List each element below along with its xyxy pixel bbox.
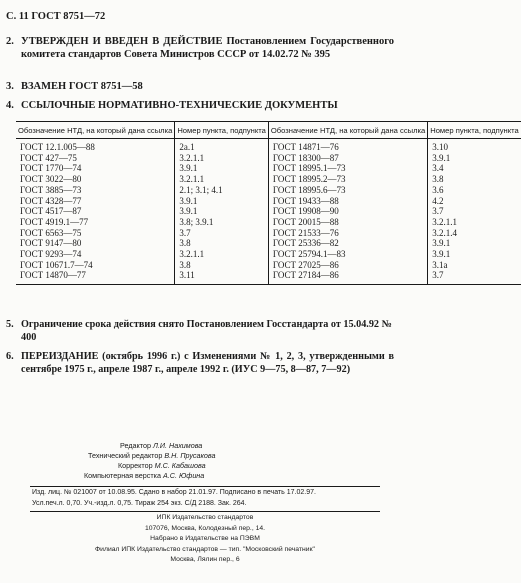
column-header-doc: Обозначение НТД, на который дана ссылка	[268, 122, 427, 139]
publisher-block	[30, 513, 380, 566]
table-row	[16, 163, 521, 174]
page-header: С. 11 ГОСТ 8751—72	[6, 11, 106, 22]
item-cell: 2а.1	[175, 139, 269, 153]
doc-cell: ГОСТ 18995.1—73	[268, 163, 427, 174]
section-number: 2.	[6, 36, 14, 47]
doc-cell: ГОСТ 9293—74	[20, 249, 82, 260]
publisher-line: Филиал ИПК Издательство стандартов — тип. "Московский печатник"	[95, 545, 315, 553]
license-line: Усл.печ.л. 0,70. Уч.-изд.л. 0,75. Тираж 254 экз. С/Д 2188. Зак. 264.	[32, 499, 247, 507]
item-cell: 3.8; 3.9.1	[175, 217, 269, 228]
publisher-line: Москва, Лялин пер., 6	[170, 556, 240, 564]
doc-cell: ГОСТ 18995.6—73	[268, 185, 427, 196]
license-line: Изд. лиц. № 021007 от 10.08.95. Сдано в набор 21.01.97. Подписано в печать 17.02.97.	[32, 489, 316, 496]
table-row	[16, 174, 521, 185]
section-4	[6, 100, 394, 114]
item-cell: 3.9.1	[428, 249, 521, 260]
section-5	[6, 319, 394, 347]
publisher-line: ИПК Издательство стандартов	[156, 514, 254, 521]
item-cell: 3.2.1.1	[428, 217, 521, 228]
section-number: 6.	[6, 351, 14, 362]
doc-cell: ГОСТ 4919.1—77	[20, 216, 89, 227]
doc-cell: ГОСТ 4328—77	[20, 195, 82, 206]
table-body	[16, 139, 521, 285]
section-text: Ограничение срока действия снято Постановлением Госстандарта от 15.04.92 № 400	[21, 319, 392, 343]
table-row	[16, 228, 521, 239]
divider	[30, 511, 380, 512]
item-cell: 3.9.1	[175, 163, 269, 174]
table-row	[16, 260, 521, 271]
item-cell: 3.2.1.1	[175, 153, 269, 164]
section-text: ССЫЛОЧНЫЕ НОРМАТИВНО-ТЕХНИЧЕСКИЕ ДОКУМЕНТЫ	[21, 100, 338, 111]
item-cell: 3.9.1	[428, 238, 521, 249]
item-cell: 3.2.1.4	[428, 228, 521, 239]
doc-cell: ГОСТ 3885—73	[20, 184, 82, 195]
publisher-line: 107076, Москва, Колодезный пер., 14.	[144, 524, 266, 532]
references-table	[16, 121, 521, 285]
doc-cell: ГОСТ 9147—80	[20, 238, 82, 249]
doc-cell: ГОСТ 1770—74	[20, 163, 82, 174]
item-cell: 3.4	[428, 163, 521, 174]
editor-line: Технический редактор В.Н. Прусакова	[88, 451, 216, 460]
editor-line: Корректор М.С. Кабашова	[118, 461, 206, 470]
doc-cell: ГОСТ 27184—86	[268, 270, 427, 284]
item-cell: 3.2.1.1	[175, 249, 269, 260]
doc-cell: ГОСТ 3022—80	[20, 174, 82, 185]
table-row	[16, 185, 521, 196]
doc-cell: ГОСТ 14870—77	[16, 270, 175, 284]
item-cell: 3.8	[175, 238, 269, 249]
section-3	[6, 81, 394, 95]
doc-cell: ГОСТ 18995.2—73	[268, 174, 427, 185]
item-cell: 3.1а	[428, 260, 521, 271]
section-number: 3.	[6, 81, 14, 92]
section-text: ВЗАМЕН ГОСТ 8751—58	[21, 81, 143, 92]
item-cell: 2.1; 3.1; 4.1	[175, 185, 269, 196]
doc-cell: ГОСТ 25336—82	[268, 238, 427, 249]
doc-cell: ГОСТ 19433—88	[268, 196, 427, 207]
section-6	[6, 351, 394, 391]
item-cell: 3.7	[428, 206, 521, 217]
section-number: 5.	[6, 319, 14, 330]
section-text: УТВЕРЖДЕН И ВВЕДЕН В ДЕЙСТВИЕ Постановлением Государственного комитета стандартов Совета Министров СССР от 14.02.72 № 395	[21, 36, 394, 60]
item-cell: 4.2	[428, 196, 521, 207]
table-row	[16, 206, 521, 217]
column-header-item: Номер пункта, подпункта	[428, 122, 521, 139]
item-cell: 3.9.1	[175, 196, 269, 207]
license-block	[32, 488, 382, 509]
editor-line: Компьютерная верстка А.С. Юфина	[84, 471, 205, 480]
item-cell: 3.9.1	[428, 153, 521, 164]
table-row	[16, 139, 521, 153]
item-cell: 3.10	[428, 139, 521, 153]
doc-cell: ГОСТ 14871—76	[268, 139, 427, 153]
section-number: 4.	[6, 100, 14, 111]
table-row	[16, 196, 521, 207]
doc-cell: ГОСТ 12.1.005—88	[20, 142, 95, 152]
doc-cell: ГОСТ 427—75	[20, 152, 77, 163]
table-row	[16, 153, 521, 164]
table-row	[16, 238, 521, 249]
doc-cell: ГОСТ 18300—87	[268, 153, 427, 164]
item-cell: 3.8	[175, 260, 269, 271]
column-header-item: Номер пункта, подпункта	[175, 122, 269, 139]
column-header-doc: Обозначение НТД, на который дана ссылка	[16, 122, 175, 139]
item-cell: 3.11	[175, 270, 269, 284]
doc-cell: ГОСТ 20015—88	[268, 217, 427, 228]
doc-cell: ГОСТ 21533—76	[268, 228, 427, 239]
doc-cell: ГОСТ 25794.1—83	[268, 249, 427, 260]
table-row	[16, 270, 521, 284]
section-2	[6, 36, 394, 76]
item-cell: 3.6	[428, 185, 521, 196]
item-cell: 3.9.1	[175, 206, 269, 217]
table-row	[16, 217, 521, 228]
doc-cell: ГОСТ 19908—90	[268, 206, 427, 217]
editors-block	[60, 441, 360, 481]
item-cell: 3.7	[175, 228, 269, 239]
table-header-row	[16, 122, 521, 139]
table-row	[16, 249, 521, 260]
item-cell: 3.2.1.1	[175, 174, 269, 185]
doc-cell: ГОСТ 4517—87	[20, 206, 82, 217]
doc-cell: ГОСТ 10671.7—74	[20, 259, 93, 270]
doc-cell: ГОСТ 6563—75	[20, 227, 82, 238]
divider	[30, 486, 380, 487]
editor-line: Редактор Л.И. Нахимова	[120, 441, 203, 450]
item-cell: 3.7	[428, 270, 521, 284]
doc-cell: ГОСТ 27025—86	[268, 260, 427, 271]
section-text: ПЕРЕИЗДАНИЕ (октябрь 1996 г.) с Изменениями № 1, 2, 3, утвержденными в сентябре 1975 г., апреле 1987 г., апреле 1992 г. (ИУС 9—75, 8—87, 7—92)	[21, 351, 394, 375]
item-cell: 3.8	[428, 174, 521, 185]
publisher-line: Набрано в Издательстве на ПЭВМ	[150, 535, 260, 543]
